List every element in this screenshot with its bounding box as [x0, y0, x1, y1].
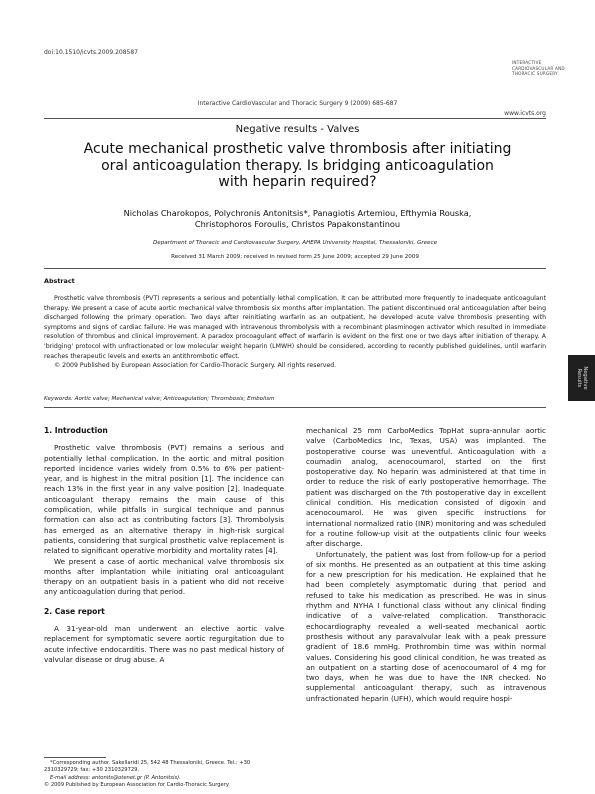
keywords-list: Aortic valve; Mechanical valve; Anticoagulation; Thrombosis; Embolism	[74, 396, 275, 402]
abstract-copyright: © 2009 Published by European Association for Cardio-Thoracic Surgery. All rights reserved.	[54, 362, 337, 370]
case-paragraph: A 31-year-old man underwent an elective aortic valve replacement for symptomatic severe aortic regurgitation due to acute infective endocarditis. There was no past medical history of valvular disease or drug abuse. A	[44, 624, 284, 664]
intro-paragraph: Prosthetic valve thrombosis (PVT) remains a serious and potentially lethal complication. In the aortic and mitral position reported incidence varies widely from 0.5% to 6% per patient-year, and is highest in the mitral position [1]. The incidence can reach 13% in the first year in any valve position [2]. Inadequate anticoagulant therapy remains the main cause of this complication, while pitfalls in surgical technique and pannus formation can also act as contributing factors [3]. Thrombolysis has emerged as an alternative therapy in high-risk surgical patients, considering that surgical prosthetic valve replacement is related to significant operative morbidity and mortality rates [4].	[44, 443, 284, 556]
case-paragraph: mechanical 25 mm CarboMedics TopHat supra-annular aortic valve (CarboMedics Inc, Texas, USA) was implanted. The postoperative course was uneventful. Anticoagulation with a coumadin analog, acenocoumarol, started on the first postoperative day. No heparin was administered at that time in order to reduce the risk of early postoperative hemorrhage. The patient was discharged on the 7th postoperative day in excellent clinical condition. His medication consisted of digoxin and acenocoumarol. He was given specific instructions for international normalized ratio (INR) monitoring and was scheduled for a routine follow-up visit at the outpatients clinic four weeks after discharge.	[306, 426, 546, 549]
left-column	[44, 426, 284, 665]
logo-line: INTERACTIVE	[512, 60, 542, 65]
journal-logo	[512, 60, 565, 90]
intro-paragraph: We present a case of aortic mechanical valve thrombosis six months after implantation while initiating oral anticoagulant therapy on an outpatient basis in a patient who did not receive any anticoagulation during that period.	[44, 556, 284, 597]
author-email[interactable]: E-mail address: antonits@otenet.gr (P. Antonitsis).	[50, 774, 181, 781]
title-line: oral anticoagulation therapy. Is bridging anticoagulation	[101, 157, 494, 174]
abstract-top-rule	[44, 268, 546, 269]
abstract-bottom-rule	[44, 407, 546, 408]
page-copyright: © 2009 Published by European Association for Cardio-Thoracic Surgery	[44, 782, 229, 788]
article-section: Negative results - Valves	[235, 124, 360, 135]
logo-line: THORACIC SURGERY	[512, 71, 558, 77]
intro-heading: 1. Introduction	[44, 426, 108, 435]
case-heading: 2. Case report	[44, 606, 105, 616]
abstract-text: Prosthetic valve thrombosis (PVT) represents a serious and potentially lethal complication. It can be attributed more frequently to inadequate anticoagulant therapy. We present a case of acute aortic mechanical valve thrombosis six months after implantation. The patient discontinued oral anticoagulation after being discharged following the primary operation. Two days after reinitiating warfarin as an outpatient, he developed acute valve thrombosis presenting with symptoms and signs of cardiac failure. He was managed with intravenous thrombolysis with a recombinant plasminogen activator which resulted in immediate resolution of thrombus and clinical improvement. A paradox procoagulant effect of warfarin is evident on the first one or two days after initiation of therapy. A 'bridging' protocol with unfractionated or low molecular weight heparin (LMWH) should be considered, according to recently published guidelines, until warfarin reaches therapeutic levels and exerts an antithrombotic effect.	[44, 295, 546, 360]
journal-url[interactable]: www.icvts.org	[504, 110, 546, 117]
corresponding-author: *Corresponding author. Sakellaridi 25, 542 48 Thessaloniki, Greece. Tel.: +30 2310329729; fax: +30 2310329729.	[44, 760, 251, 774]
affiliation: Department of Thoracic and Cardiovascular Surgery, AHEPA University Hospital, Thessaloniki, Greece	[152, 240, 438, 246]
abstract-heading: Abstract	[44, 277, 75, 285]
title-line: with heparin required?	[218, 174, 377, 191]
side-tab-line: Negative	[582, 366, 589, 390]
title-line: Acute mechanical prosthetic valve thrombosis after initiating	[83, 141, 512, 157]
article-title	[60, 141, 535, 191]
side-tab-label	[576, 366, 588, 389]
doi[interactable]: doi:10.1510/icvts.2009.208587	[44, 49, 138, 56]
keywords-label: Keywords:	[44, 396, 73, 402]
received-dates: Received 31 March 2009; received in revised form 25 June 2009; accepted 29 June 2009	[171, 254, 419, 260]
right-column	[306, 426, 546, 704]
header-rule	[44, 118, 546, 119]
footnote	[44, 760, 284, 782]
footnote-rule	[44, 757, 106, 758]
section-side-tab	[568, 355, 595, 401]
logo-line: CARDIOVASCULAR AND	[512, 65, 565, 71]
author-list	[70, 208, 525, 231]
side-tab-line: Results	[576, 368, 582, 388]
abstract-body	[44, 294, 546, 371]
case-paragraph: Unfortunately, the patient was lost from follow-up for a period of six months. He presented as an outpatient at this time asking for a new prescription for his medication. He explained that he had been completely asymptomatic during that period and refused to take his medication as prescribed. He was in sinus rhythm and NYHA I functional class without any clinical finding indicative of a valve-related complication. Transthoracic echocardiography revealed a well-seated mechanical aortic prosthesis without any paravalvular leak with a peak pressure gradient of 18.6 mmHg. Prothrombin time was within normal values. Considering his good clinical condition, he was treated as an outpatient on a starting dose of acenocoumarol of 4 mg for two days, when he was due to have the INR checked. No supplemental anticoagulant therapy, such as intravenous unfractionated heparin (UFH), which would require hospi-	[306, 549, 546, 703]
authors-line: Christophoros Foroulis, Christos Papakonstantinou	[194, 219, 401, 230]
journal-citation: Interactive CardioVascular and Thoracic Surgery 9 (2009) 685-687	[197, 100, 398, 107]
authors-line: Nicholas Charokopos, Polychronis Antonitsis*, Panagiotis Artemiou, Efthymia Rouska,	[123, 208, 472, 218]
keywords	[44, 396, 546, 402]
